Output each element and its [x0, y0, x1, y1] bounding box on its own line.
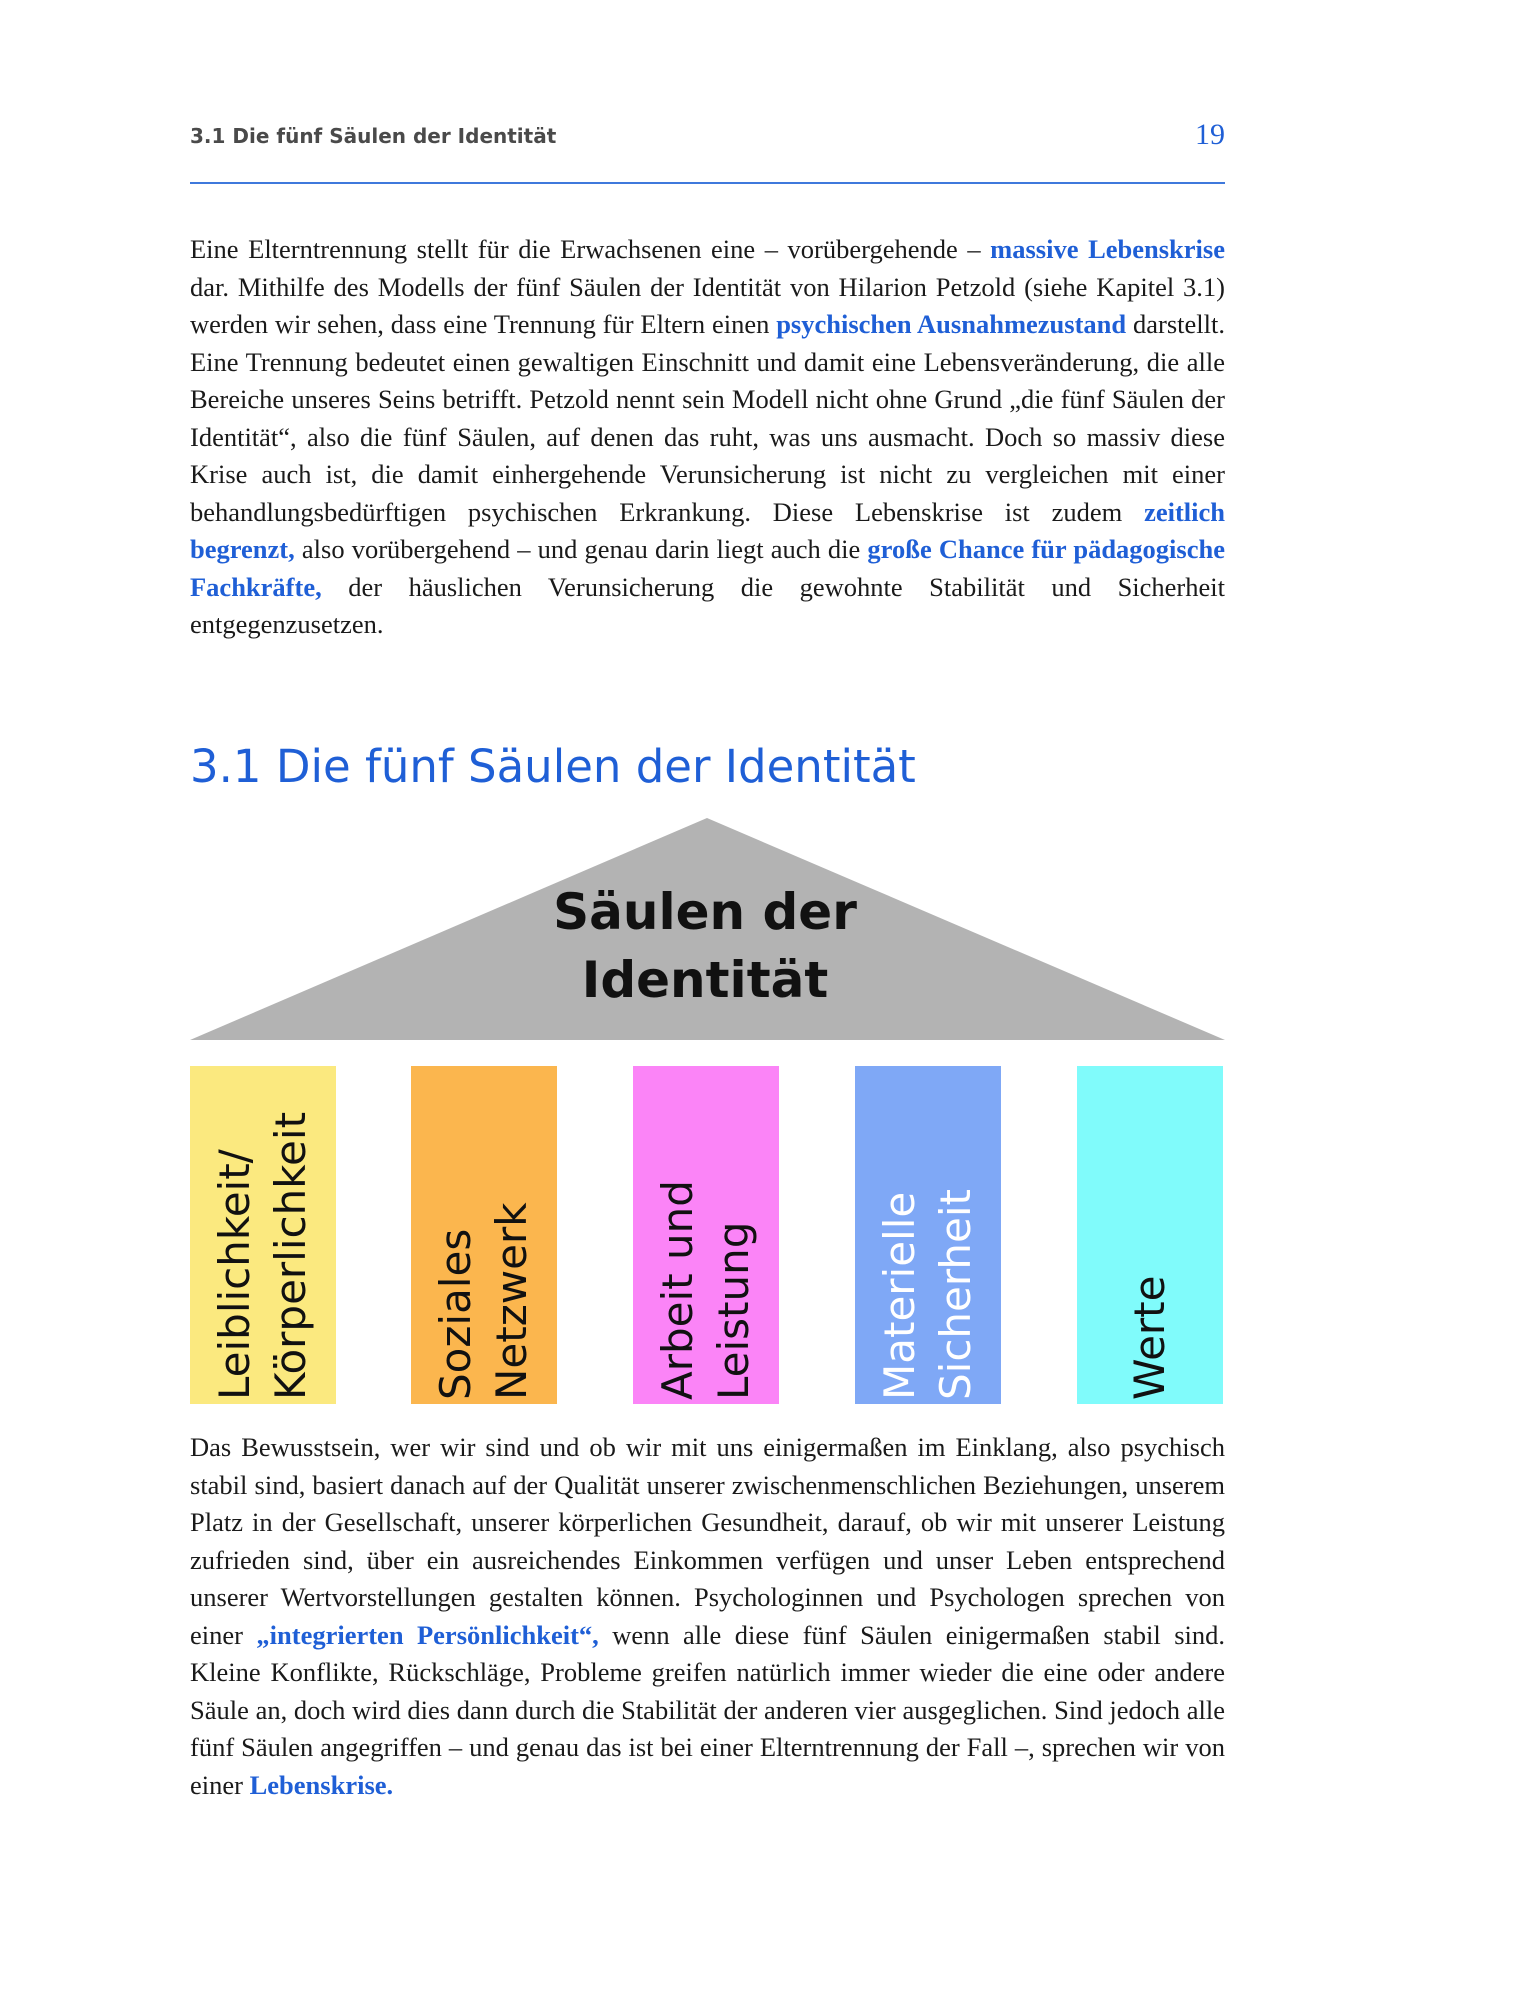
intro-text-4: also vorübergehend – und genau darin liegt auch die: [294, 534, 868, 564]
highlight-lebenskrise: Lebenskrise.: [249, 1769, 394, 1800]
page-number: 19: [1195, 118, 1225, 151]
pillar-label: Soziales Netzwerk: [431, 1202, 536, 1400]
section-title: 3.1 Die fünf Säulen der Identität: [190, 740, 916, 793]
highlight-zeitlich-begrenzt: zeitlich begrenzt,: [190, 496, 1225, 564]
pillar-3: [633, 1066, 779, 1404]
body-text-2: wenn alle diese fünf Säulen einigermaßen stabil sind. Kleine Konflikte, Rückschläge, Probleme greifen natürlich immer wieder die eine oder andere Säule an, doch wird dies dann durch die Stabilität der anderen vier ausgeglichen. Sind jedoch alle fünf Säulen angegriffen – und genau das ist bei einer Elterntrennung der Fall –, sprechen wir von einer: [190, 1619, 1225, 1800]
header-rule: [190, 182, 1225, 184]
pillar-label: Werte: [1125, 1275, 1174, 1400]
body-paragraph: [190, 1429, 1225, 1804]
pillar-2: [411, 1066, 557, 1404]
highlight-grosse-chance: große Chance für pädagogische Fachkräfte,: [190, 534, 1225, 602]
intro-text-2: dar. Mithilfe des Modells der fünf Säulen der Identität von Hilarion Petzold (siehe Kapitel 3.1) werden wir sehen, dass eine Trennung für Eltern einen: [190, 271, 1225, 339]
pillar-label: Arbeit und Leistung: [653, 1180, 758, 1400]
intro-text-3: darstellt. Eine Trennung bedeutet einen gewaltigen Einschnitt und damit eine Lebensveränderung, die alle Bereiche unseres Seins betrifft. Petzold nennt sein Modell nicht ohne Grund „die fünf Säulen der Identität“, also die fünf Säulen, auf denen das ruht, was uns ausmacht. Doch so massiv diese Krise auch ist, die damit einhergehende Verunsicherung ist nicht zu vergleichen mit einer behandlungsbedürftigen psychischen Erkrankung. Diese Lebenskrise ist zudem: [190, 309, 1225, 527]
running-head: 3.1 Die fünf Säulen der Identität: [190, 124, 557, 148]
pillar-1: [190, 1066, 336, 1404]
intro-paragraph: [190, 231, 1225, 644]
pillar-label: Leiblichkeit/ Körperlichkeit: [210, 1111, 315, 1400]
highlight-ausnahmezustand: psychischen Ausnahmezustand: [776, 309, 1127, 339]
pillar-4: [855, 1066, 1001, 1404]
intro-text-1: Eine Elterntrennung stellt für die Erwachsenen eine – vorübergehende –: [190, 234, 991, 264]
body-text-1: Das Bewusstsein, wer wir sind und ob wir mit uns einigermaßen im Einklang, also psychisch stabil sind, basiert danach auf der Qualität unserer zwischenmenschlichen Beziehungen, unserem Platz in der Gesellschaft, unserer körperlichen Gesundheit, darauf, ob wir mit unserer Leistung zufrieden sind, über ein ausreichendes Einkommen verfügen und unser Leben entsprechend unserer Wertvorstellungen gestalten können. Psychologinnen und Psychologen sprechen von einer: [190, 1432, 1225, 1650]
roof-label: Säulen der Identität: [553, 883, 857, 1009]
pillar-label: Materielle Sicherheit: [875, 1188, 980, 1400]
highlight-massive-lebenskrise: massive Lebenskrise: [990, 234, 1225, 264]
pillar-5: [1077, 1066, 1223, 1404]
intro-text-5: der häuslichen Verunsicherung die gewohnte Stabilität und Sicherheit entgegenzusetzen.: [190, 571, 1225, 639]
highlight-integrierte-persoenlichkeit: „integrierten Persönlichkeit“,: [256, 1619, 599, 1650]
